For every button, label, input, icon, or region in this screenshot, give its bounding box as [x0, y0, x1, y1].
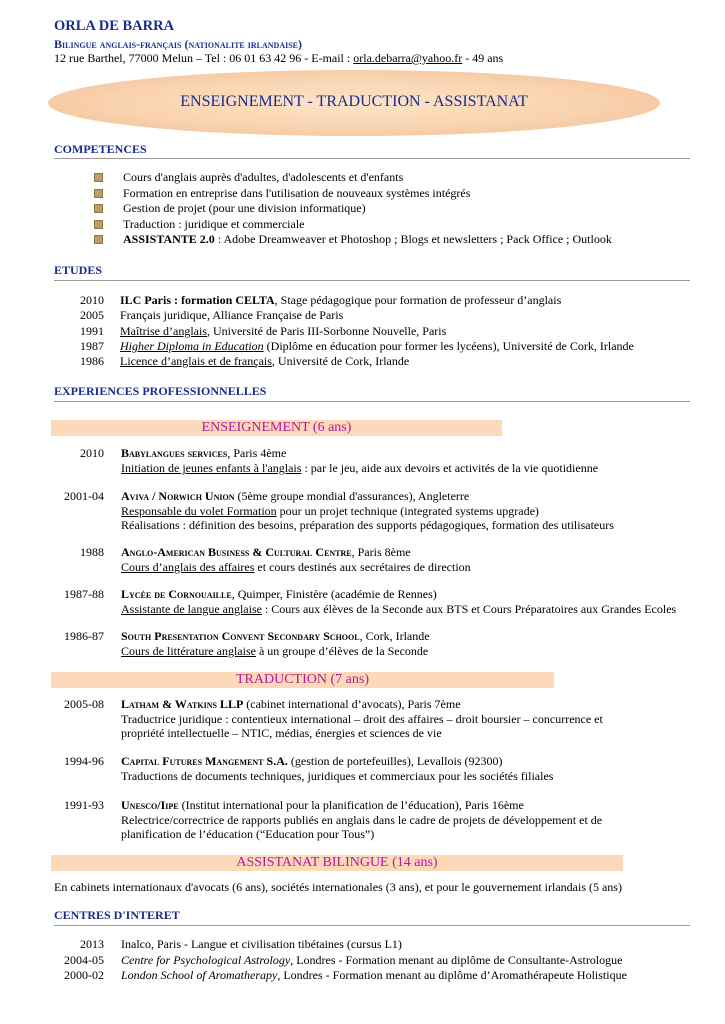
section-divider [54, 925, 690, 926]
experience-org: Babylangues services [121, 446, 228, 460]
experience-desc: planification de l’éducation (“Education pour Tous”) [121, 827, 375, 841]
education-detail: , Université de Cork, Irlande [271, 354, 410, 368]
candidate-subtitle: Bilingue anglais-français (nationalite irlandaise) [54, 37, 302, 51]
experience-year: 1986-87 [64, 629, 104, 643]
experience-desc: Traductions de documents techniques, juridiques et commerciaux pour les sociétés filiales [121, 768, 554, 783]
list-item [94, 170, 612, 186]
bullet-icon [94, 204, 103, 213]
education-detail: , Stage pédagogique pour formation de professeur d’anglais [274, 293, 562, 307]
section-divider [54, 401, 690, 402]
experience-desc: pour un projet technique (integrated systems upgrade) [276, 503, 539, 518]
education-title: ILC Paris : formation CELTA [120, 293, 275, 307]
education-year: 1987 [80, 339, 104, 353]
experience-desc: Relectrice/correctrice de rapports publiés en anglais dans le cadre de projets de développement et de [121, 812, 603, 827]
section-competences-title: COMPETENCES [54, 142, 147, 156]
list-item-text: Traduction : juridique et commerciale [123, 216, 305, 231]
experience-desc: : Cours aux élèves de la Seconde aux BTS et Cours Préparatoires aux Grandes Ecoles [261, 601, 677, 616]
list-item-text: Gestion de projet (pour une division informatique) [123, 201, 366, 216]
experience-org-detail: (gestion de portefeuilles), Levallois (92300) [287, 754, 503, 768]
interest-text: , Londres - Formation menant au diplôme de Consultante-Astrologue [290, 953, 623, 967]
experience-org: Latham & Watkins LLP [121, 697, 244, 711]
bullet-icon [94, 235, 103, 244]
interest-year: 2000-02 [64, 968, 104, 982]
contact-age: - 49 ans [462, 51, 504, 65]
list-item [94, 232, 612, 248]
experience-entry [121, 489, 614, 533]
list-item-text: Formation en entreprise dans l'utilisation de nouveaux systèmes intégrés [123, 185, 471, 200]
email-link[interactable]: orla.debarra@yahoo.fr [353, 51, 463, 65]
enseignement-band-title: ENSEIGNEMENT (6 ans) [201, 420, 352, 435]
experience-org: Aviva / Norwich Union [121, 489, 235, 503]
experience-entry [121, 697, 603, 741]
experience-entry [121, 629, 430, 658]
experience-org: South Presentation Convent Secondary School [121, 629, 360, 643]
assistanat-text: En cabinets internationaux d'avocats (6 ans), sociétés internationales (3 ans), et pour le gouvernement irlandais (5 ans) [54, 880, 622, 894]
interest-row [121, 937, 402, 952]
section-etudes-title: ETUDES [54, 263, 103, 277]
bullet-icon [94, 189, 103, 198]
education-year: 2010 [80, 293, 104, 307]
education-title: Higher Diploma in Education [120, 339, 264, 353]
education-detail: , Université de Paris III-Sorbonne Nouvelle, Paris [206, 324, 447, 338]
experience-entry [121, 545, 471, 574]
experience-org: Lycée de Cornouaille [121, 587, 232, 601]
experience-entry [121, 587, 676, 616]
section-experiences-title: EXPERIENCES PROFESSIONNELLES [54, 384, 267, 398]
experience-role: Initiation de jeunes enfants à l'anglais [121, 461, 302, 475]
experience-org-detail: (5ème groupe mondial d'assurances), Angleterre [234, 489, 470, 503]
experience-desc: à un groupe d’élèves de la Seconde [255, 643, 429, 658]
interest-row [121, 968, 627, 983]
experience-org-detail: , Paris 4ème [227, 446, 287, 460]
experience-org-detail: (cabinet international d’avocats), Paris 7ème [243, 697, 461, 711]
skill-highlight: ASSISTANTE 2.0 [123, 232, 215, 247]
traduction-band [51, 672, 554, 688]
experience-role: Cours d’anglais des affaires [121, 559, 255, 574]
experience-org: Capital Futures Mangement S.A. [121, 754, 288, 768]
experience-desc: propriété intellectuelle – NTIC, médias, énergies et sciences de vie [121, 726, 442, 740]
experience-year: 1994-96 [64, 754, 104, 768]
experience-entry [121, 754, 553, 783]
experience-org-detail: , Paris 8ème [351, 545, 411, 559]
interest-year: 2004-05 [64, 953, 104, 967]
experience-org-detail: (Institut international pour la planification de l’éducation), Paris 16ème [178, 798, 524, 812]
list-item [94, 186, 612, 202]
experience-year: 1991-93 [64, 798, 104, 812]
experience-org: Anglo-American Business & Cultural Centre [121, 545, 352, 559]
bullet-icon [94, 173, 103, 182]
education-detail: (Diplôme en éducation pour former les lycéens), Université de Cork, Irlande [263, 339, 634, 353]
assistanat-band [51, 855, 623, 871]
experience-desc: Traductrice juridique : contentieux international – droit des affaires – droit boursier – concurrence et [121, 711, 603, 726]
experience-org-detail: , Cork, Irlande [359, 629, 430, 643]
experience-desc: : par le jeu, aide aux devoirs et activités de la vie quotidienne [301, 461, 599, 475]
experience-role: Cours de littérature anglaise [121, 643, 256, 658]
experience-desc: Réalisations : définition des besoins, préparation des supports pédagogiques, formation des utilisateurs [121, 518, 614, 532]
section-divider [54, 158, 690, 159]
experience-org: Unesco/Iipe [121, 798, 179, 812]
competences-list [94, 170, 612, 248]
experience-year: 2005-08 [64, 697, 104, 711]
experience-entry [121, 798, 602, 842]
experience-year: 1988 [80, 545, 104, 559]
list-item-text: Cours d'anglais auprès d'adultes, d'adolescents et d'enfants [123, 170, 404, 185]
candidate-name: ORLA DE BARRA [54, 18, 175, 34]
list-item [94, 217, 612, 233]
experience-org-detail: , Quimper, Finistère (académie de Rennes) [231, 587, 437, 601]
experience-year: 2001-04 [64, 489, 104, 503]
interest-school: Centre for Psychological Astrology [121, 953, 291, 967]
interest-row [121, 953, 622, 968]
education-year: 1991 [80, 324, 104, 338]
bullet-icon [94, 220, 103, 229]
education-title: Maîtrise d’anglais [120, 324, 207, 338]
banner-title: ENSEIGNEMENT - TRADUCTION - ASSISTANAT [180, 93, 528, 110]
traduction-band-title: TRADUCTION (7 ans) [236, 672, 369, 687]
experience-role: Responsable du volet Formation [121, 503, 277, 518]
list-item-text: : Adobe Dreamweaver et Photoshop ; Blogs et newsletters ; Pack Office ; Outlook [214, 232, 612, 247]
assistanat-band-title: ASSISTANAT BILINGUE (14 ans) [236, 855, 438, 870]
experience-role: Assistante de langue anglaise [121, 601, 262, 616]
contact-line [54, 51, 503, 66]
interest-text: Inalco, Paris - Langue et civilisation tibétaines (cursus L1) [121, 937, 402, 951]
education-detail: Français juridique, Alliance Française de Paris [120, 308, 344, 322]
interest-year: 2013 [80, 937, 104, 951]
section-interets-title: CENTRES D'INTERET [54, 908, 180, 922]
experience-desc: et cours destinés aux secrétaires de direction [254, 559, 471, 574]
interest-school: London School of Aromatherapy [121, 968, 278, 982]
list-item [94, 201, 612, 217]
enseignement-band [51, 420, 502, 436]
education-year: 2005 [80, 308, 104, 322]
experience-year: 1987-88 [64, 587, 104, 601]
education-year: 1986 [80, 354, 104, 368]
experience-year: 2010 [80, 446, 104, 460]
experience-entry [121, 446, 598, 476]
education-title: Licence d’anglais et de français [120, 354, 272, 368]
section-divider [54, 280, 690, 281]
interest-text: , Londres - Formation menant au diplôme d’Aromathérapeute Holistique [277, 968, 627, 982]
contact-address: 12 rue Barthel, 77000 Melun – Tel : 06 01 63 42 96 - E-mail : [54, 51, 354, 65]
